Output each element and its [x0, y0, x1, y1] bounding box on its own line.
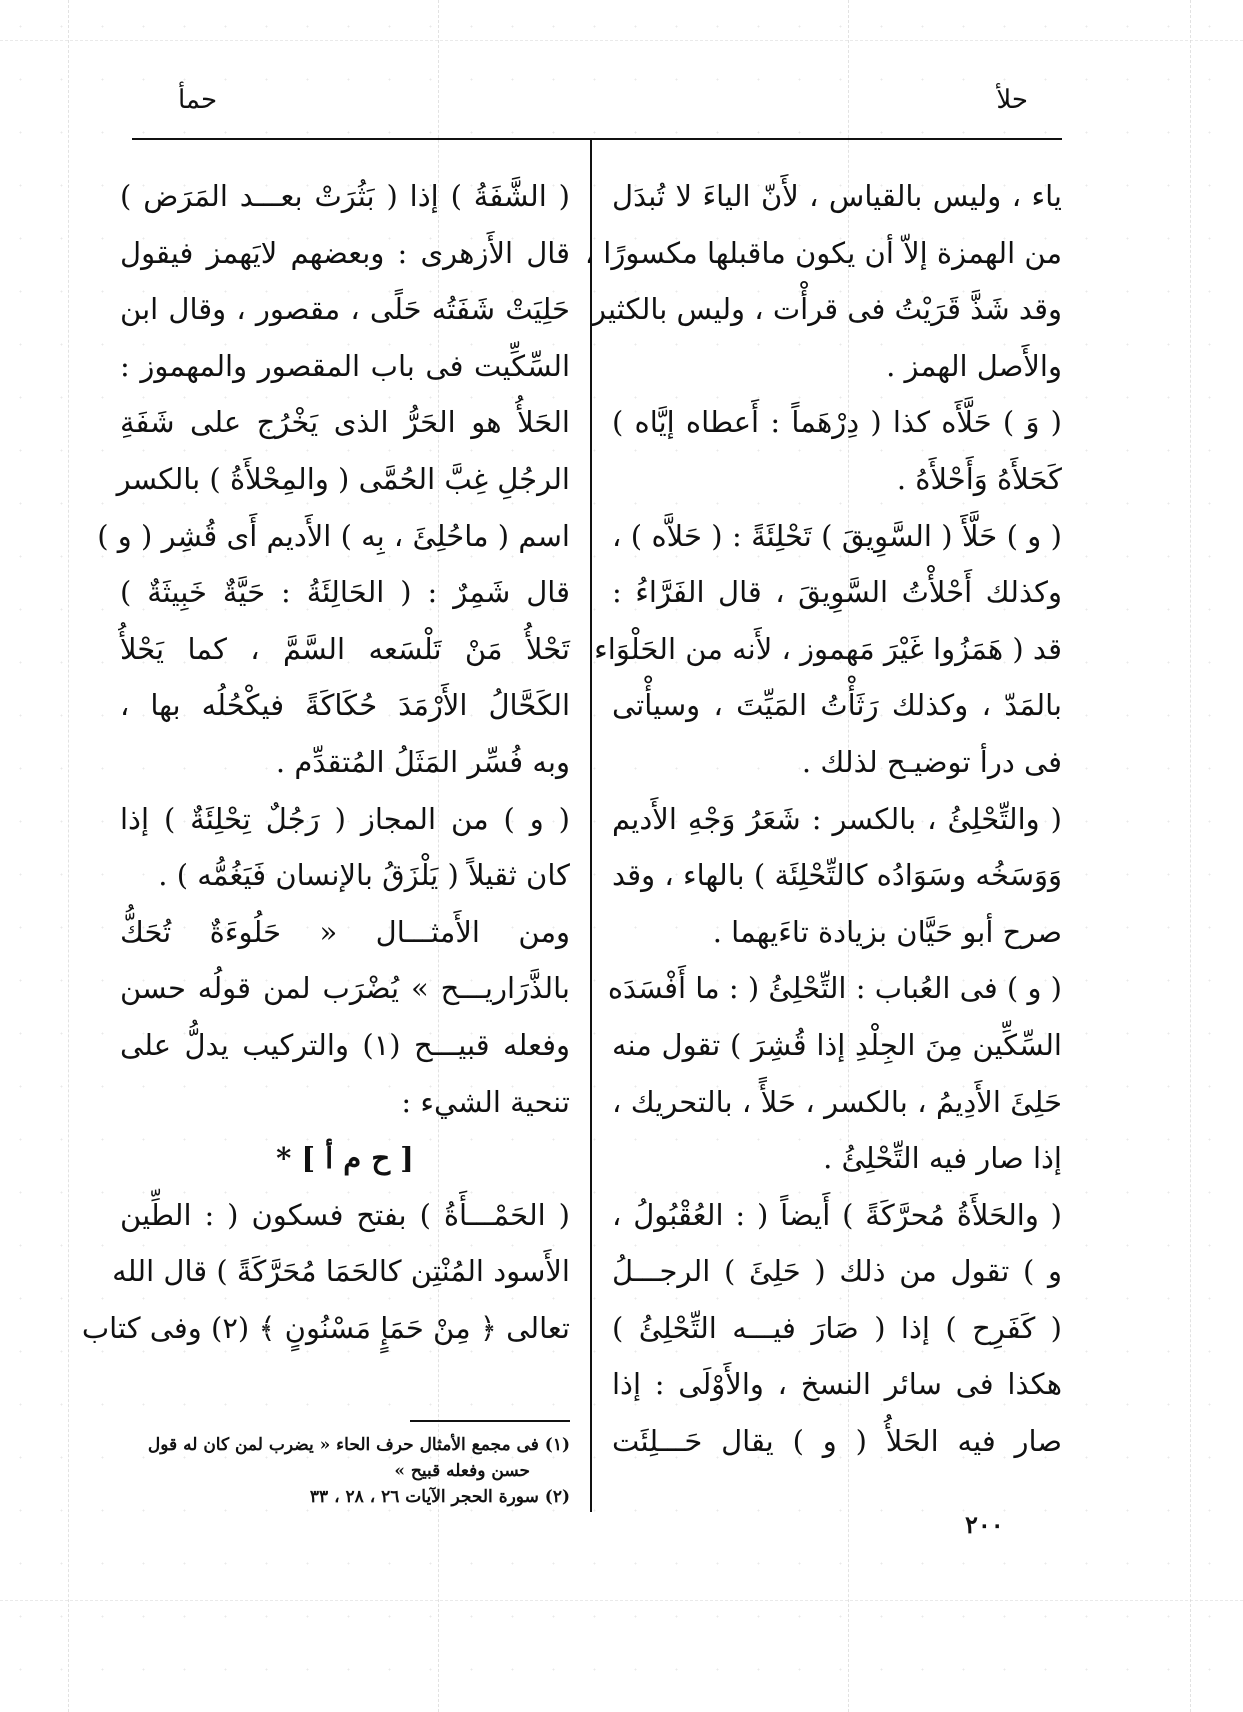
guide-line	[68, 0, 70, 1712]
text-line: قال شَمِرٌ : ( الحَالِئَةُ : حَيَّةٌ خَبِيثَةٌ )	[120, 575, 570, 610]
text-line: الكَحَّالُ الأَرْمَدَ حُكَاكَةً فيكْحُلُه بها ،	[120, 688, 570, 723]
text-line: كان ثقيلاً ( يَلْزَقُ بالإنسان فَيَغُمُّه ) .	[158, 858, 570, 893]
left-column	[81, 168, 570, 1356]
text-line: الأَسود المُنْتِن كالحَمَا مُحَرَّكَةً ) قال الله	[112, 1254, 570, 1289]
text-line: السِّكِّيت فى باب المقصور والمهموز :	[120, 348, 570, 383]
footnote-line: حسن وفعله قبيح »	[394, 1461, 530, 1481]
text-line: تَحْلأُ مَنْ تَلْسَعه السَّمَّ ، كما يَحْلأُ	[120, 631, 570, 666]
running-header-right: حلأ	[996, 85, 1028, 115]
guide-line	[0, 40, 1243, 42]
text-line: تنحية الشيء :	[401, 1084, 570, 1119]
text-line: صرح أبو حَيَّان بزيادة تاءَيهما .	[712, 914, 1062, 949]
running-header-left: حمأ	[178, 85, 218, 115]
text-line: إذا صار فيه التِّحْلِئُ .	[823, 1141, 1062, 1176]
text-line: وفعله قبيـــح (١) والتركيب يدلُّ على	[120, 1027, 570, 1062]
text-line: الحَلأُ هو الحَرُّ الذى يَخْرُج على شَفَةِ	[120, 405, 570, 440]
text-line: كَحَلأَهُ وَأَحْلأَهُ .	[896, 461, 1062, 496]
text-line: هكذا فى سائر النسخ ، والأَوْلَى : إذا	[612, 1367, 1062, 1402]
text-line: ( والتِّحْلِئُ ، بالكسر : شَعَرُ وَجْهِ الأَديم	[612, 801, 1062, 836]
text-line: ( كَفَرِح ) إذا ( صَارَ فيـــه التِّحْلِئُ )	[612, 1310, 1062, 1345]
footnote-line: (١) فى مجمع الأمثال حرف الحاء « يضرب لمن كان له قول	[147, 1435, 570, 1455]
text-line: ( الشَّفَةُ ) إذا ( بَثُرَتْ بعـــد المَرَض )	[120, 179, 570, 213]
text-line: حَلِئَ الأَدِيمُ ، بالكسر ، حَلأً ، بالتحريك ،	[612, 1084, 1062, 1119]
footnotes	[120, 1432, 570, 1510]
text-line: بالمَدّ ، وكذلك رَثَأْتُ المَيِّتَ ، وسيأْتى	[612, 688, 1062, 723]
text-line: ياء ، وليس بالقياس ، لأَنّ الياءَ لا تُبدَل	[612, 179, 1062, 213]
text-line: ( الحَمْـــأَةُ ) بفتح فسكون ( : الطِّين	[120, 1197, 570, 1232]
text-line: الرجُلِ غِبَّ الحُمَّى ( والمِحْلأَةُ ) بالكسر	[116, 461, 570, 496]
footnote-rule	[410, 1420, 570, 1422]
text-line: السِّكِّين مِنَ الجِلْدِ إذا قُشِرَ ) تقول منه	[612, 1027, 1062, 1062]
text-line: قد ( هَمَزُوا غَيْرَ مَهموز ، لأَنه من الحَلْوَاء	[594, 631, 1062, 666]
text-line: وبه فُسِّر المَثَلُ المُتقدِّم .	[275, 744, 570, 779]
text-line: وَوَسَخُه وسَوَادُه كالتِّحْلِئَة ) بالهاء ، وقد	[612, 858, 1062, 893]
column-divider	[590, 140, 592, 1512]
text-line: ( والحَلأَةُ مُحرَّكَةً ) أَيضاً ( : العُقْبُولُ ،	[612, 1197, 1062, 1232]
page-number: ٢٠٠	[965, 1510, 1004, 1539]
guide-line	[1190, 0, 1192, 1712]
text-line: قال الأَزهرى : وبعضهم لايَهمز فيقول	[120, 235, 570, 270]
text-line: وكذلك أَحْلأْتُ السَّوِيقَ ، قال الفَرَّاءُ :	[612, 575, 1062, 610]
entry-heading: [ ح م أ ] *	[276, 1141, 414, 1176]
text-line: حَلِيَتْ شَفَتُه حَلًى ، مقصور ، وقال ابن	[120, 292, 570, 327]
text-line: والأَصل الهمز .	[886, 348, 1062, 383]
text-line: ( و ) حَلَّأَ ( السَّوِيقَ ) تَحْلِئَةً : ( حَلاَّه ) ،	[612, 518, 1062, 553]
footnote-line: (٢) سورة الحجر الآيات ٢٦ ، ٢٨ ، ٣٣	[309, 1487, 570, 1507]
text-line: صار فيه الحَلأُ ( و ) يقال حَـــلِئَت	[612, 1424, 1062, 1459]
text-line: فى درأ توضيـح لذلك .	[801, 744, 1062, 779]
text-line: ( وَ ) حَلَّأَه كذا ( دِرْهَماً : أَعطاه إيَّاه )	[612, 405, 1062, 440]
text-line: و ) تقول من ذلك ( حَلِئَ ) الرجـــلُ	[612, 1254, 1062, 1289]
text-line: من الهمزة إلاّ أن يكون ماقبلها مكسورًا ،	[584, 235, 1062, 270]
guide-line	[0, 1600, 1243, 1602]
text-line: ( و ) فى العُباب : التِّحْلِئُ ( : ما أَفْسَدَه	[607, 971, 1062, 1006]
text-line: اسم ( ماحُلِئَ ، بِه ) الأَديم أَى قُشِر ( و )	[97, 518, 570, 553]
right-column	[584, 168, 1062, 1470]
text-line: بالذَّرَاريـــح » يُضْرَب لمن قولُه حسن	[120, 971, 570, 1006]
text-line: ( و ) من المجاز ( رَجُلٌ تِحْلِئَةٌ ) إذا	[120, 801, 570, 836]
text-line: ومن الأَمثـــال « حَلُوءَةٌ تُحَكُّ	[120, 914, 570, 949]
header-rule	[132, 138, 1062, 140]
text-line: وقد شَذَّ قَرَيْتُ فى قرأْت ، وليس بالكثير	[592, 292, 1062, 327]
text-line: تعالى ﴿ مِنْ حَمَإٍ مَسْنُونٍ ﴾ (٢) وفى كتاب	[81, 1310, 570, 1345]
